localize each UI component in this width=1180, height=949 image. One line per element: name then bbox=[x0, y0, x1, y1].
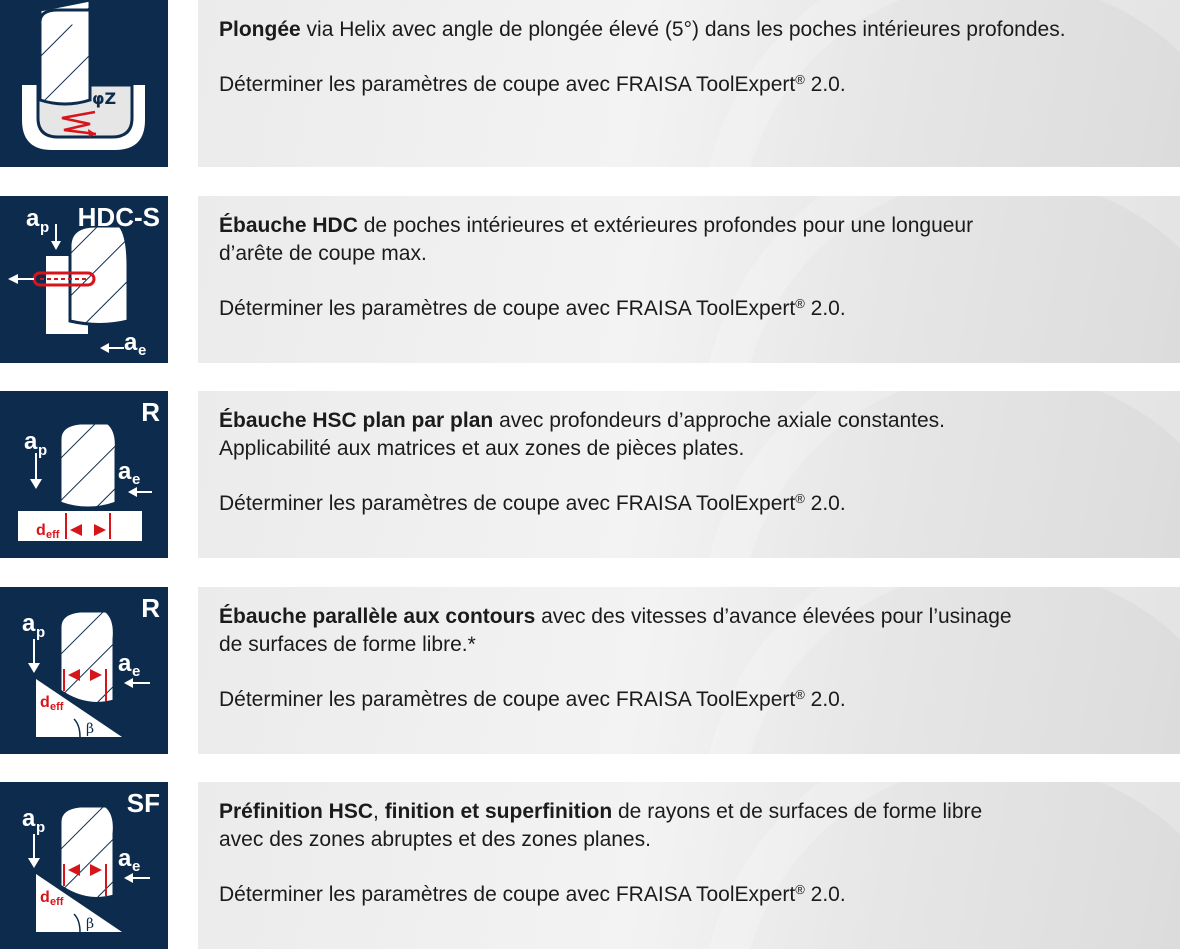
operation-detail: avec des vitesses d’avance élevées pour l’usinage bbox=[535, 605, 1012, 628]
operation-description bbox=[219, 16, 1149, 44]
operation-row-plunge bbox=[0, 0, 1180, 167]
svg-text:a: a bbox=[118, 458, 132, 485]
svg-text:d: d bbox=[40, 889, 50, 906]
svg-text:eff: eff bbox=[50, 701, 64, 713]
svg-text:p: p bbox=[38, 442, 48, 459]
operation-row-contour-roughing bbox=[0, 587, 1180, 754]
operation-description-box bbox=[198, 0, 1180, 167]
svg-text:p: p bbox=[36, 624, 46, 641]
operation-description bbox=[219, 603, 1149, 659]
hdc-roughing-icon bbox=[0, 196, 168, 363]
toolexpert-note: Déterminer les paramètres de coupe avec FRAISA ToolExpert® 2.0. bbox=[219, 296, 846, 320]
operation-detail: avec profondeurs d’approche axiale constantes. bbox=[493, 409, 946, 432]
operation-description bbox=[219, 212, 1149, 268]
svg-text:p: p bbox=[36, 819, 46, 836]
operation-name: Préfinition HSC bbox=[219, 800, 374, 823]
operation-name: Ébauche HSC plan par plan bbox=[219, 409, 494, 432]
operation-description-box bbox=[198, 587, 1180, 754]
beta-angle-label: β bbox=[86, 721, 95, 737]
svg-text:eff: eff bbox=[46, 529, 60, 541]
operation-name-2: finition et superfinition bbox=[384, 800, 613, 823]
svg-text:p: p bbox=[40, 219, 50, 236]
toolexpert-note: Déterminer les paramètres de coupe avec FRAISA ToolExpert® 2.0. bbox=[219, 72, 846, 96]
operation-row-hsc-finishing bbox=[0, 782, 1180, 949]
svg-text:d: d bbox=[36, 522, 46, 539]
operation-description-box bbox=[198, 782, 1180, 949]
operation-name: Ébauche parallèle aux contours bbox=[219, 605, 536, 628]
operation-description: Préfinition HSC, finition et superfinition de rayons et de surfaces de forme libre avec des zones abruptes et des zones planes. bbox=[219, 800, 983, 851]
hsc-level-roughing-icon bbox=[0, 391, 168, 558]
operation-detail-line2: Applicabilité aux matrices et aux zones de pièces plates. bbox=[219, 437, 745, 460]
operation-detail-line2: avec des zones abruptes et des zones planes. bbox=[219, 828, 651, 851]
operation-description-box bbox=[198, 196, 1180, 363]
svg-text:e: e bbox=[132, 663, 141, 680]
svg-text:eff: eff bbox=[50, 896, 64, 908]
svg-text:e: e bbox=[132, 858, 141, 875]
operation-name: Ébauche HDC bbox=[219, 214, 358, 237]
operation-detail-line2: d’arête de coupe max. bbox=[219, 242, 427, 265]
operation-detail: de rayons et de surfaces de forme libre bbox=[612, 800, 983, 823]
hsc-finishing-icon bbox=[0, 782, 168, 949]
strategy-tag: R bbox=[141, 593, 160, 623]
strategy-tag: HDC-S bbox=[77, 202, 160, 232]
operation-description bbox=[219, 407, 1149, 463]
contour-parallel-roughing-icon bbox=[0, 587, 168, 754]
svg-text:e: e bbox=[132, 471, 141, 488]
phi-z-label: φZ bbox=[92, 89, 117, 108]
toolexpert-note: Déterminer les paramètres de coupe avec FRAISA ToolExpert® 2.0. bbox=[219, 491, 846, 515]
svg-text:a: a bbox=[26, 205, 40, 232]
strategy-tag: SF bbox=[126, 788, 160, 818]
svg-text:e: e bbox=[138, 342, 147, 359]
svg-text:a: a bbox=[118, 650, 132, 677]
svg-text:a: a bbox=[22, 805, 36, 832]
operation-detail: de poches intérieures et extérieures profondes pour une longueur bbox=[357, 214, 974, 237]
operation-row-hsc-roughing bbox=[0, 391, 1180, 558]
strategy-tag: R bbox=[141, 397, 160, 427]
svg-text:a: a bbox=[124, 329, 138, 356]
operation-name: Plongée bbox=[219, 18, 301, 41]
svg-text:a: a bbox=[22, 610, 36, 637]
operation-detail-line2: de surfaces de forme libre.* bbox=[219, 633, 476, 656]
svg-text:a: a bbox=[118, 845, 132, 872]
svg-text:a: a bbox=[24, 428, 38, 455]
operation-row-hdc-roughing bbox=[0, 196, 1180, 363]
beta-angle-label: β bbox=[86, 916, 95, 932]
plunge-helix-icon bbox=[0, 0, 168, 167]
operation-description-box bbox=[198, 391, 1180, 558]
toolexpert-note: Déterminer les paramètres de coupe avec FRAISA ToolExpert® 2.0. bbox=[219, 687, 846, 711]
operation-detail: via Helix avec angle de plongée élevé (5°) dans les poches intérieures profondes. bbox=[300, 18, 1066, 41]
svg-text:d: d bbox=[40, 694, 50, 711]
toolexpert-note: Déterminer les paramètres de coupe avec FRAISA ToolExpert® 2.0. bbox=[219, 882, 846, 906]
